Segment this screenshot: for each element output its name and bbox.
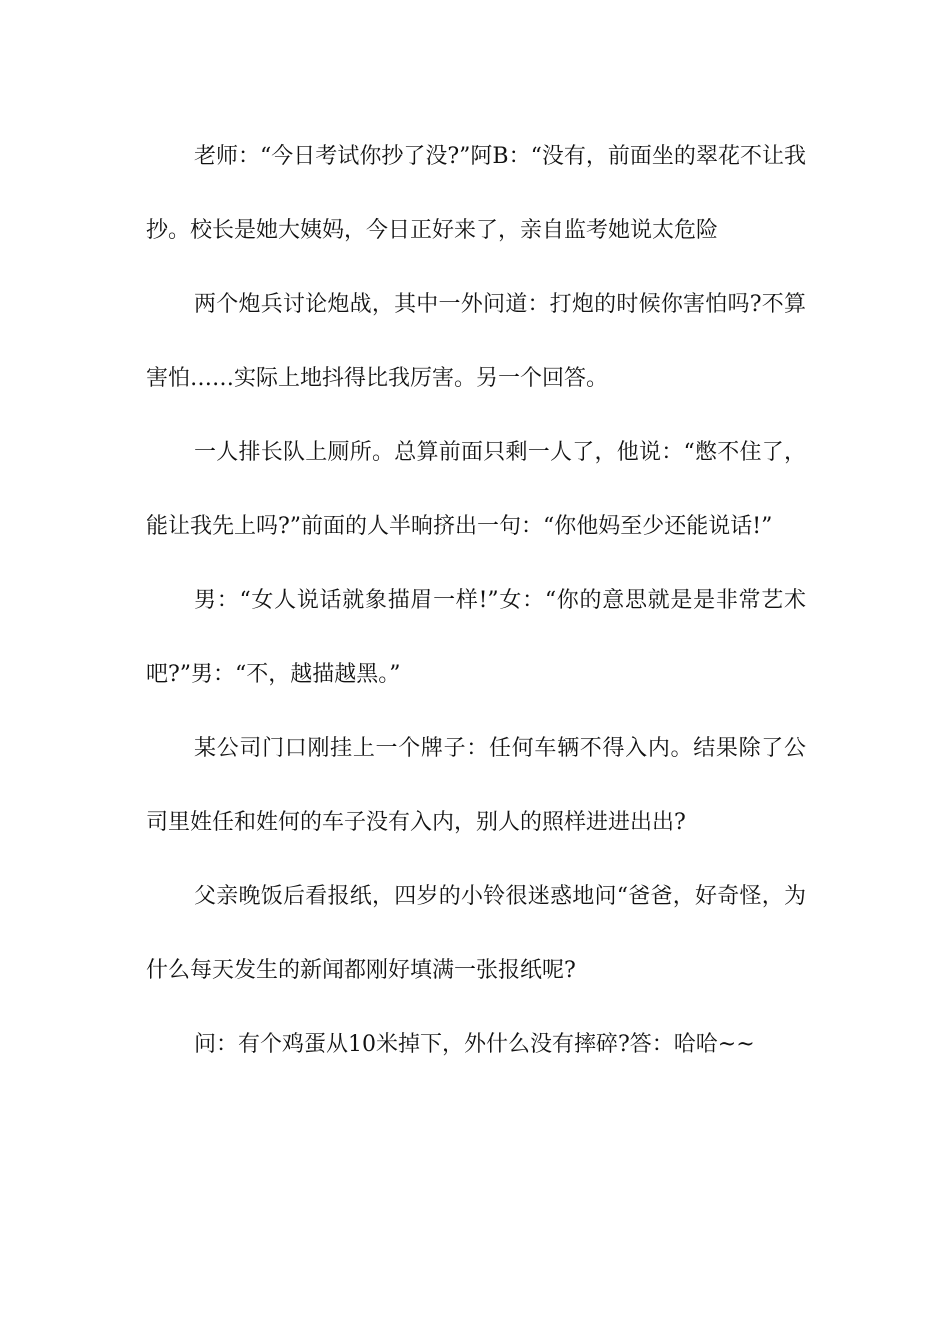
paragraph-eyebrow-joke: 男：“女人说话就象描眉一样!”女：“你的意思就是是非常艺术吧?”男：“不，越描越黑。” (146, 588, 806, 687)
paragraph-restroom-joke: 一人排长队上厕所。总算前面只剩一人了，他说：“憋不住了，能让我先上吗?”前面的人半晌挤出一句：“你他妈至少还能说话!” (146, 440, 806, 539)
paragraph-exam-joke: 老师：“今日考试你抄了没?”阿B：“没有，前面坐的翠花不让我抄。校长是她大姨妈，今日正好来了，亲自监考她说太危险 (146, 144, 806, 243)
paragraph-artillery-joke: 两个炮兵讨论炮战，其中一外问道：打炮的时候你害怕吗?不算害怕……实际上地抖得比我厉害。另一个回答。 (146, 292, 806, 391)
paragraph-egg-joke: 问：有个鸡蛋从10米掉下，外什么没有摔碎?答：哈哈~~ (194, 1032, 755, 1057)
paragraph-newspaper-joke: 父亲晚饭后看报纸，四岁的小铃很迷惑地问“爸爸，好奇怪，为什么每天发生的新闻都刚好填满一张报纸呢? (146, 884, 806, 983)
document-body (146, 120, 806, 1082)
paragraph-company-sign-joke: 某公司门口刚挂上一个牌子：任何车辆不得入内。结果除了公司里姓任和姓何的车子没有入内，别人的照样进进出出? (146, 736, 806, 835)
